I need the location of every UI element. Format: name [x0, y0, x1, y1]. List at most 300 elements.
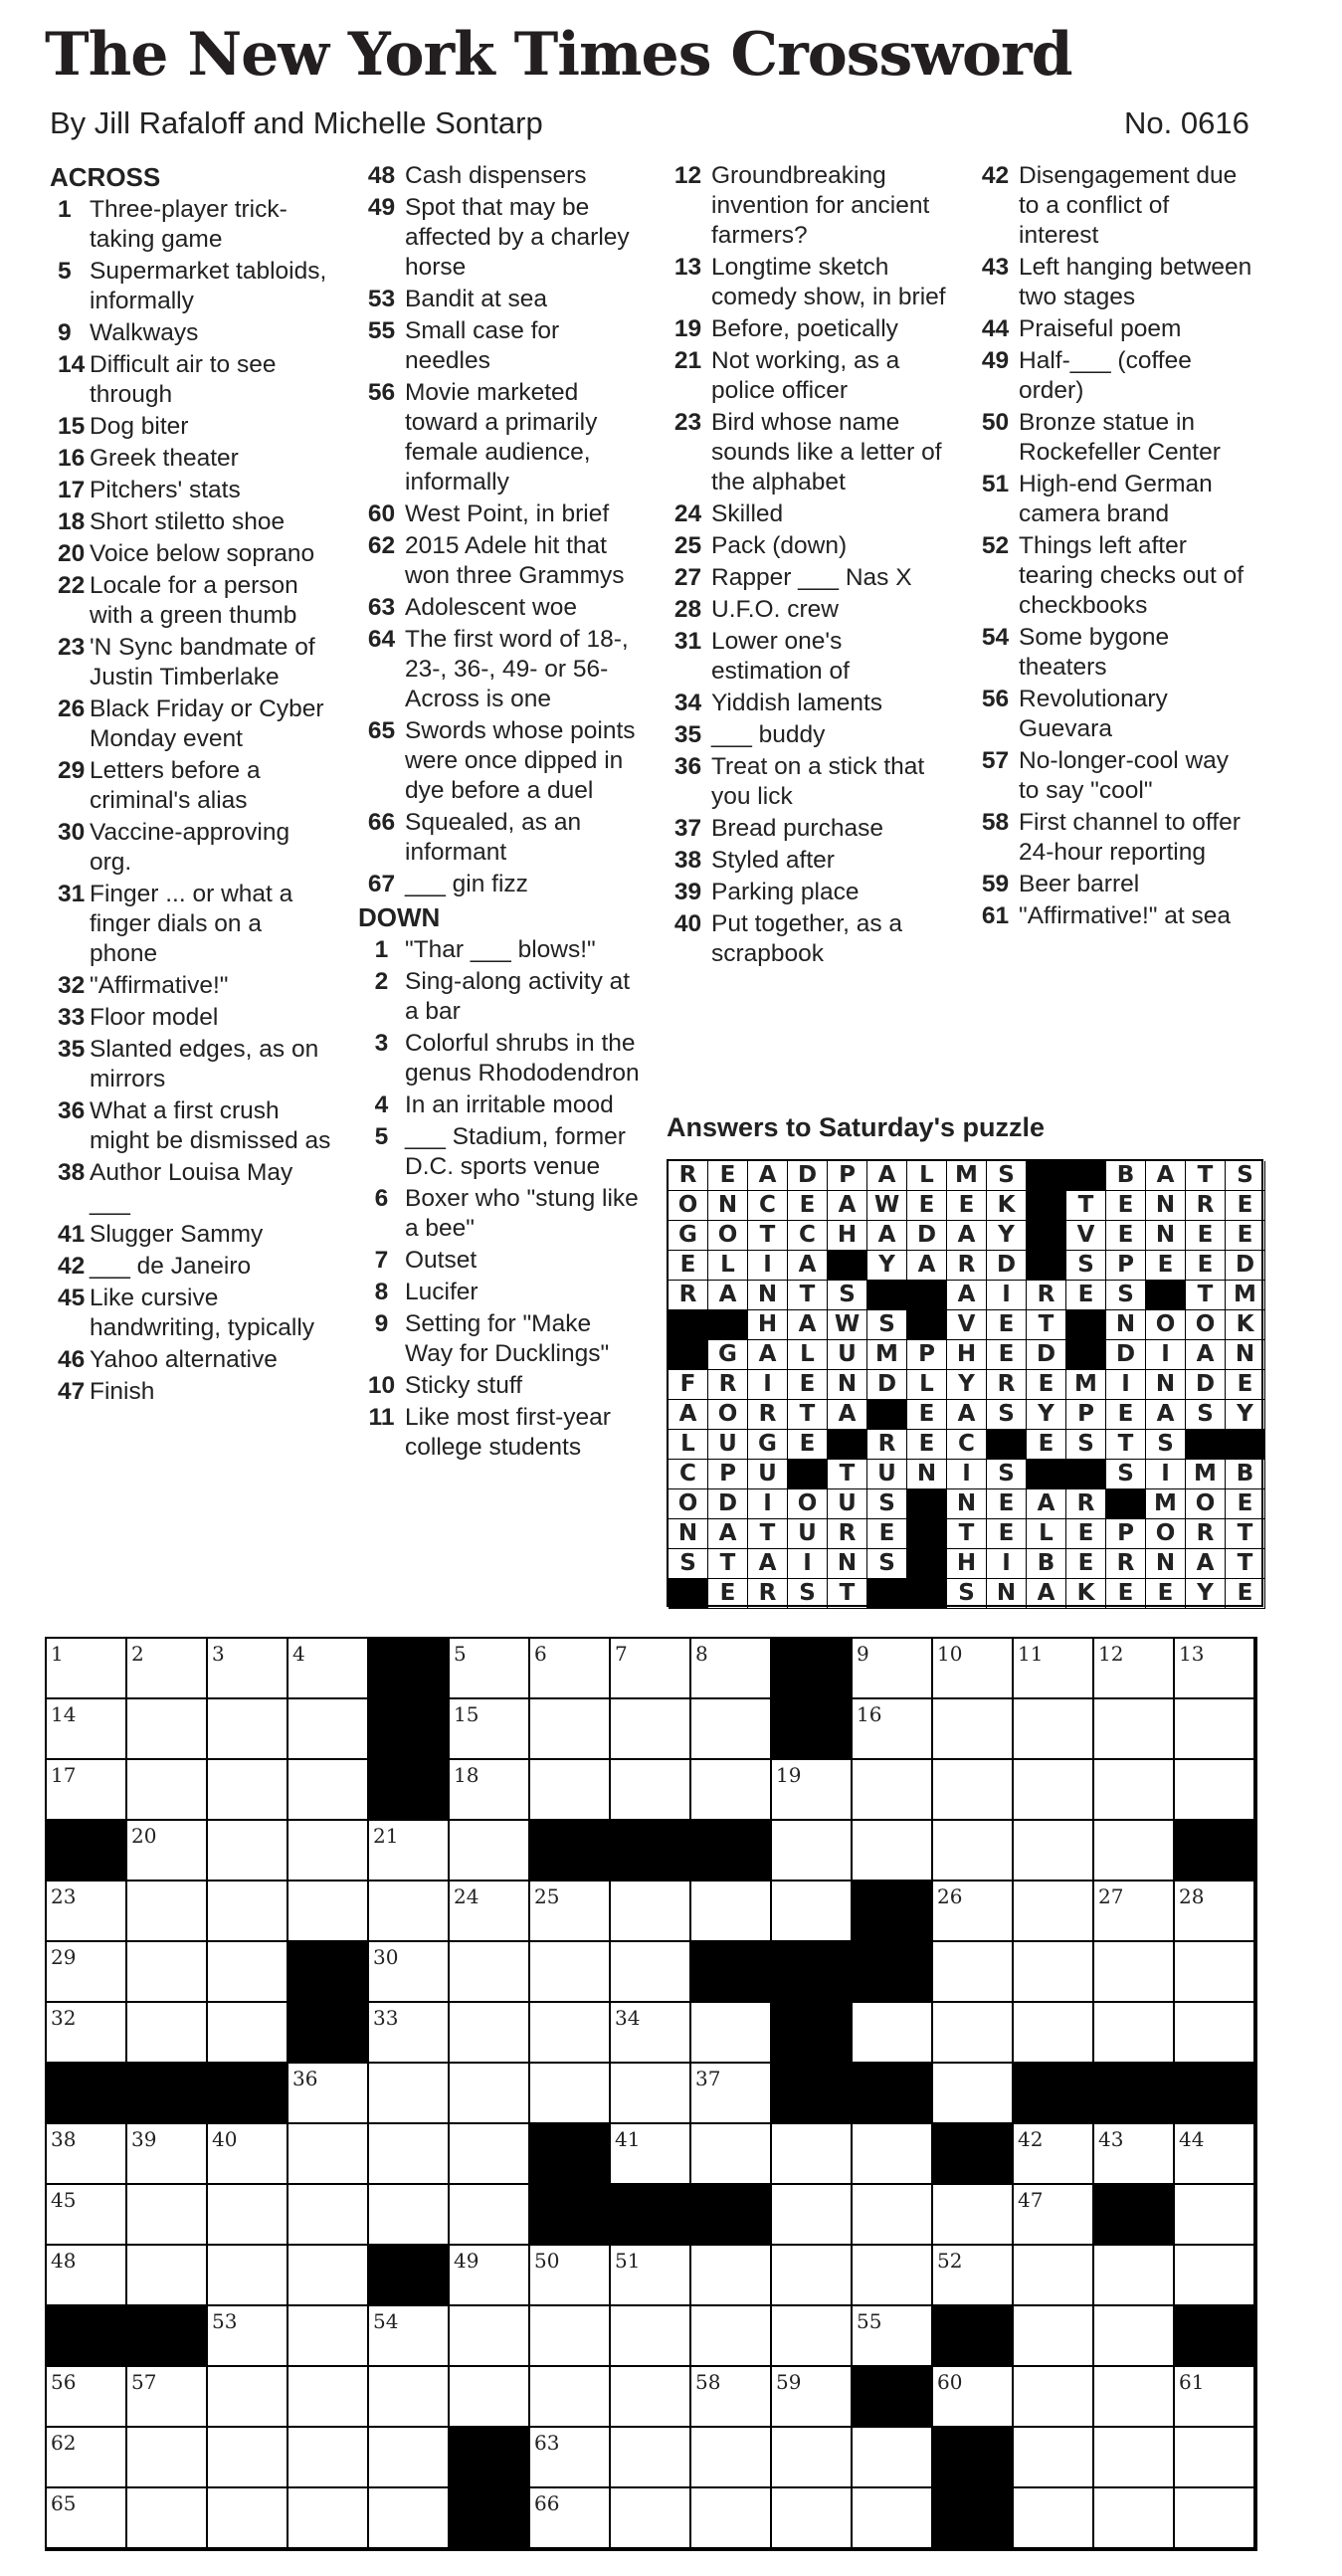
grid-cell[interactable] [933, 1821, 1014, 1882]
grid-cell[interactable] [1014, 1699, 1094, 1760]
grid-cell[interactable] [127, 1821, 208, 1882]
answer-letter: R [669, 1281, 708, 1310]
grid-cell[interactable] [530, 1882, 611, 1942]
grid-cell[interactable] [611, 1942, 691, 2003]
cell-number: 59 [776, 2370, 802, 2394]
grid-cell[interactable] [288, 2367, 369, 2428]
answer-letter: W [867, 1191, 907, 1221]
grid-cell[interactable] [691, 2124, 772, 2185]
grid-cell[interactable] [1094, 2367, 1175, 2428]
answer-letter: G [708, 1340, 748, 1370]
grid-cell[interactable] [47, 1699, 127, 1760]
grid-cell[interactable] [369, 2306, 450, 2367]
grid-cell[interactable] [1094, 1821, 1175, 1882]
grid-cell[interactable] [772, 1760, 853, 1821]
across-clue-66 [358, 808, 642, 868]
grid-cell[interactable] [47, 2124, 127, 2185]
grid-cell[interactable] [691, 1699, 772, 1760]
answer-letter: N [1146, 1549, 1186, 1579]
grid-cell[interactable] [288, 2185, 369, 2246]
grid-cell[interactable] [127, 1760, 208, 1821]
answers-title: Answers to Saturday's puzzle [667, 1112, 1046, 1142]
grid-cell[interactable] [288, 2488, 369, 2549]
cell-number: 60 [937, 2370, 963, 2394]
grid-cell[interactable] [127, 2246, 208, 2306]
grid-cell[interactable] [450, 1942, 530, 2003]
clue-text: Not working, as a police officer [711, 347, 900, 404]
grid-cell[interactable] [450, 2124, 530, 2185]
clue-text: Beer barrel [1019, 871, 1140, 897]
grid-cell[interactable] [691, 2306, 772, 2367]
down-clue-21 [665, 346, 948, 406]
grid-cell[interactable] [1175, 2488, 1255, 2549]
grid-cell[interactable] [691, 2246, 772, 2306]
grid-cell[interactable] [208, 1699, 288, 1760]
clue-text: Finish [90, 1378, 155, 1405]
grid-cell[interactable] [691, 1882, 772, 1942]
answer-letter: S [867, 1549, 907, 1579]
grid-cell[interactable] [1014, 2124, 1094, 2185]
answer-letter: Y [947, 1370, 987, 1400]
grid-cell[interactable] [369, 2488, 450, 2549]
cell-number: 51 [615, 2249, 641, 2273]
answer-letter: L [669, 1430, 708, 1460]
answer-letter: I [1146, 1340, 1186, 1370]
cell-number: 41 [615, 2127, 641, 2151]
answer-letter: D [867, 1370, 907, 1400]
answer-letter: S [828, 1281, 867, 1310]
grid-cell[interactable] [772, 2306, 853, 2367]
grid-cell[interactable] [1094, 2488, 1175, 2549]
answer-letter: H [748, 1310, 788, 1340]
grid-cell[interactable] [691, 2428, 772, 2488]
grid-cell[interactable] [1094, 1639, 1175, 1699]
grid-cell[interactable] [530, 1760, 611, 1821]
grid-cell[interactable] [127, 1639, 208, 1699]
clue-number: 42 [58, 1253, 86, 1280]
clue-text: The first word of 18-, 23-, 36-, 49- or 56-Across is one [405, 626, 629, 712]
grid-cell[interactable] [772, 2428, 853, 2488]
across-clue-1 [50, 195, 333, 255]
grid-cell[interactable] [208, 2003, 288, 2064]
grid-cell[interactable] [127, 2003, 208, 2064]
clue-number: 20 [58, 540, 86, 567]
grid-cell[interactable] [1094, 2246, 1175, 2306]
down-clue-43 [972, 253, 1255, 312]
answer-letter: A [1186, 1340, 1226, 1370]
answer-block [669, 1579, 708, 1609]
grid-cell[interactable] [208, 2367, 288, 2428]
grid-cell[interactable] [369, 1882, 450, 1942]
grid-cell[interactable] [1094, 2428, 1175, 2488]
answer-letter: I [947, 1460, 987, 1489]
grid-cell[interactable] [691, 2488, 772, 2549]
grid-cell[interactable] [288, 2064, 369, 2124]
grid-cell[interactable] [208, 2306, 288, 2367]
clue-text: Swords whose points were once dipped in dye before a duel [405, 717, 636, 804]
grid-cell[interactable] [288, 1821, 369, 1882]
answer-letter: F [669, 1370, 708, 1400]
answer-letter: R [828, 1519, 867, 1549]
answer-letter: E [1226, 1579, 1265, 1609]
grid-cell[interactable] [1094, 2003, 1175, 2064]
grid-cell[interactable] [369, 2003, 450, 2064]
grid-cell[interactable] [1014, 2428, 1094, 2488]
black-square [853, 1942, 933, 2003]
clue-text: What a first crush might be dismissed as [90, 1097, 331, 1154]
grid-cell[interactable] [47, 2367, 127, 2428]
down-clue-58 [972, 808, 1255, 868]
grid-cell[interactable] [47, 1882, 127, 1942]
grid-cell[interactable] [853, 2306, 933, 2367]
grid-cell[interactable] [1175, 2185, 1255, 2246]
grid-cell[interactable] [47, 1760, 127, 1821]
answer-letter: S [1106, 1281, 1146, 1310]
clue-text: Floor model [90, 1004, 219, 1031]
grid-cell[interactable] [772, 1821, 853, 1882]
grid-cell[interactable] [450, 2185, 530, 2246]
grid-cell[interactable] [127, 2488, 208, 2549]
grid-cell[interactable] [127, 1699, 208, 1760]
down-clue-51 [972, 470, 1255, 529]
grid-cell[interactable] [47, 1942, 127, 2003]
grid-cell[interactable] [369, 1821, 450, 1882]
cell-number: 28 [1179, 1884, 1205, 1908]
cell-number: 61 [1179, 2370, 1205, 2394]
clue-number: 26 [58, 695, 86, 722]
grid-cell[interactable] [772, 1882, 853, 1942]
grid-cell[interactable] [530, 2367, 611, 2428]
black-square [369, 2246, 450, 2306]
grid-cell[interactable] [1014, 2185, 1094, 2246]
across-clue-49 [358, 193, 642, 283]
down-clue-52 [972, 531, 1255, 621]
grid-cell[interactable] [127, 1942, 208, 2003]
grid-cell[interactable] [933, 1942, 1014, 2003]
across-clue-53 [358, 285, 642, 314]
grid-cell[interactable] [1014, 1942, 1094, 2003]
grid-cell[interactable] [530, 1699, 611, 1760]
grid-cell[interactable] [1175, 2124, 1255, 2185]
answer-letter: I [748, 1370, 788, 1400]
grid-cell[interactable] [530, 2428, 611, 2488]
clue-number: 59 [981, 871, 1010, 897]
grid-cell[interactable] [1094, 1882, 1175, 1942]
grid-cell[interactable] [47, 2246, 127, 2306]
grid-cell[interactable] [450, 1639, 530, 1699]
black-square [853, 1882, 933, 1942]
black-square [47, 1821, 127, 1882]
grid-cell[interactable] [127, 2124, 208, 2185]
clue-text: First channel to offer 24-hour reporting [1019, 809, 1241, 866]
grid-cell[interactable] [611, 2428, 691, 2488]
grid-cell[interactable] [611, 1760, 691, 1821]
grid-cell[interactable] [611, 2246, 691, 2306]
grid-cell[interactable] [1175, 1942, 1255, 2003]
grid-cell[interactable] [933, 2064, 1014, 2124]
answer-letter: P [907, 1340, 947, 1370]
grid-cell[interactable] [772, 2367, 853, 2428]
black-square [1094, 2064, 1175, 2124]
answer-block [867, 1579, 907, 1609]
clue-text: Skilled [711, 500, 784, 527]
grid-cell[interactable] [691, 2064, 772, 2124]
clue-number: 50 [981, 409, 1010, 436]
clue-number: 56 [367, 379, 396, 406]
down-clue-36 [665, 752, 948, 812]
grid-cell[interactable] [611, 2064, 691, 2124]
cell-number: 40 [212, 2127, 238, 2151]
answer-letter: R [708, 1370, 748, 1400]
grid-cell[interactable] [127, 2367, 208, 2428]
answer-letter: M [867, 1340, 907, 1370]
grid-cell[interactable] [772, 2185, 853, 2246]
grid-cell[interactable] [208, 2124, 288, 2185]
grid-cell[interactable] [450, 1699, 530, 1760]
answer-letter: E [947, 1191, 987, 1221]
grid-cell[interactable] [933, 1882, 1014, 1942]
grid-cell[interactable] [47, 2185, 127, 2246]
grid-cell[interactable] [1094, 1760, 1175, 1821]
grid-cell[interactable] [933, 1760, 1014, 1821]
answer-letter: O [1146, 1310, 1186, 1340]
grid-cell[interactable] [853, 2124, 933, 2185]
answer-letter: D [1106, 1340, 1146, 1370]
clue-number: 40 [673, 910, 702, 937]
across-clue-42 [50, 1252, 333, 1282]
grid-cell[interactable] [1014, 2367, 1094, 2428]
answer-letter: B [1027, 1549, 1066, 1579]
grid-cell[interactable] [853, 1639, 933, 1699]
grid-cell[interactable] [691, 1639, 772, 1699]
grid-cell[interactable] [1014, 2003, 1094, 2064]
clue-number: 38 [58, 1159, 86, 1186]
answer-block [907, 1549, 947, 1579]
grid-cell[interactable] [530, 2488, 611, 2549]
grid-cell[interactable] [772, 2488, 853, 2549]
grid-cell[interactable] [288, 2306, 369, 2367]
grid-cell[interactable] [208, 1882, 288, 1942]
answer-block [867, 1281, 907, 1310]
grid-cell[interactable] [208, 1942, 288, 2003]
clue-number: 39 [673, 879, 702, 905]
clue-text: Finger ... or what a finger dials on a phone [90, 881, 293, 967]
grid-cell[interactable] [369, 1942, 450, 2003]
grid-cell[interactable] [853, 1699, 933, 1760]
grid-cell[interactable] [1094, 2306, 1175, 2367]
grid-cell[interactable] [853, 2246, 933, 2306]
grid-cell[interactable] [1175, 2246, 1255, 2306]
grid-cell[interactable] [288, 1882, 369, 1942]
grid-cell[interactable] [1014, 1882, 1094, 1942]
black-square [530, 1821, 611, 1882]
clue-text: Locale for a person with a green thumb [90, 572, 298, 629]
grid-cell[interactable] [933, 2185, 1014, 2246]
grid-cell[interactable] [611, 2306, 691, 2367]
grid-cell[interactable] [1175, 2003, 1255, 2064]
grid-cell[interactable] [127, 2428, 208, 2488]
answer-letter: A [1027, 1489, 1066, 1519]
across-clue-60 [358, 499, 642, 529]
grid-cell[interactable] [853, 2428, 933, 2488]
grid-cell[interactable] [853, 2488, 933, 2549]
clue-number: 51 [981, 471, 1010, 497]
grid-cell[interactable] [450, 2003, 530, 2064]
black-square [47, 2306, 127, 2367]
grid-cell[interactable] [369, 2064, 450, 2124]
cell-number: 18 [454, 1763, 479, 1787]
grid-cell[interactable] [530, 1942, 611, 2003]
grid-cell[interactable] [1094, 1942, 1175, 2003]
grid-cell[interactable] [611, 1882, 691, 1942]
down-clue-25 [665, 531, 948, 561]
grid-cell[interactable] [369, 2124, 450, 2185]
grid-cell[interactable] [611, 1699, 691, 1760]
grid-cell[interactable] [1175, 2367, 1255, 2428]
grid-cell[interactable] [208, 1639, 288, 1699]
black-square [611, 2185, 691, 2246]
answer-letter: O [669, 1191, 708, 1221]
grid-cell[interactable] [369, 2428, 450, 2488]
grid-cell[interactable] [530, 2306, 611, 2367]
grid-cell[interactable] [1014, 2488, 1094, 2549]
grid-cell[interactable] [933, 2246, 1014, 2306]
grid-cell[interactable] [530, 2246, 611, 2306]
grid-cell[interactable] [208, 1821, 288, 1882]
grid-cell[interactable] [369, 2367, 450, 2428]
grid-cell[interactable] [530, 1639, 611, 1699]
grid-cell[interactable] [288, 2428, 369, 2488]
grid-cell[interactable] [691, 2003, 772, 2064]
grid-cell[interactable] [853, 1760, 933, 1821]
grid-cell[interactable] [208, 2246, 288, 2306]
grid-cell[interactable] [288, 1639, 369, 1699]
grid-cell[interactable] [127, 1882, 208, 1942]
grid-cell[interactable] [1175, 1760, 1255, 1821]
grid-cell[interactable] [288, 1760, 369, 1821]
cell-number: 34 [615, 2006, 641, 2030]
black-square [208, 2064, 288, 2124]
grid-cell[interactable] [47, 2488, 127, 2549]
grid-cell[interactable] [127, 2185, 208, 2246]
grid-cell[interactable] [450, 1760, 530, 1821]
answer-block [708, 1310, 748, 1340]
grid-cell[interactable] [208, 1760, 288, 1821]
answer-letter: Y [1186, 1579, 1226, 1609]
answer-letter: T [1027, 1310, 1066, 1340]
grid-cell[interactable] [933, 1639, 1014, 1699]
answer-letter: U [867, 1460, 907, 1489]
grid-cell[interactable] [450, 2246, 530, 2306]
grid-cell[interactable] [933, 2367, 1014, 2428]
answer-letter: E [987, 1340, 1027, 1370]
grid-cell[interactable] [853, 2003, 933, 2064]
answer-letter: N [1106, 1310, 1146, 1340]
down-clue-54 [972, 623, 1255, 683]
grid-cell[interactable] [611, 2003, 691, 2064]
grid-cell[interactable] [933, 1699, 1014, 1760]
grid-cell[interactable] [450, 1821, 530, 1882]
clue-number: 65 [367, 717, 396, 744]
cell-number: 32 [51, 2006, 77, 2030]
grid-cell[interactable] [691, 1760, 772, 1821]
down-clue-56 [972, 685, 1255, 744]
down-clue-4 [358, 1090, 642, 1120]
grid-cell[interactable] [1094, 2124, 1175, 2185]
grid-cell[interactable] [450, 2064, 530, 2124]
grid-cell[interactable] [1014, 1639, 1094, 1699]
grid-cell[interactable] [1175, 1882, 1255, 1942]
answer-letter: N [748, 1281, 788, 1310]
grid-cell[interactable] [47, 2003, 127, 2064]
grid-cell[interactable] [1175, 2428, 1255, 2488]
clue-number: 12 [673, 162, 702, 189]
crossword-grid [45, 1637, 1257, 2551]
cell-number: 15 [454, 1702, 479, 1726]
grid-cell[interactable] [1014, 1821, 1094, 1882]
clue-number: 32 [58, 972, 86, 999]
grid-cell[interactable] [853, 2185, 933, 2246]
grid-cell[interactable] [450, 2367, 530, 2428]
answer-block [907, 1519, 947, 1549]
grid-cell[interactable] [530, 2003, 611, 2064]
grid-cell[interactable] [530, 2064, 611, 2124]
down-clue-34 [665, 689, 948, 718]
across-clue-48 [358, 161, 642, 191]
clue-text: Half-___ (coffee order) [1019, 347, 1192, 404]
answer-block [1027, 1191, 1066, 1221]
grid-cell[interactable] [47, 2428, 127, 2488]
grid-cell[interactable] [288, 2246, 369, 2306]
grid-cell[interactable] [1014, 2246, 1094, 2306]
answer-letter: E [1186, 1221, 1226, 1251]
clue-text: Cash dispensers [405, 162, 587, 189]
grid-cell[interactable] [450, 1882, 530, 1942]
answer-letter: D [987, 1251, 1027, 1281]
grid-cell[interactable] [611, 2488, 691, 2549]
cell-number: 39 [131, 2127, 157, 2151]
down-clue-19 [665, 314, 948, 344]
grid-cell[interactable] [450, 2306, 530, 2367]
grid-cell[interactable] [1014, 1760, 1094, 1821]
grid-cell[interactable] [611, 2367, 691, 2428]
grid-cell[interactable] [933, 2003, 1014, 2064]
grid-cell[interactable] [288, 1699, 369, 1760]
clue-text: Sing-along activity at a bar [405, 968, 631, 1025]
grid-cell[interactable] [288, 2124, 369, 2185]
grid-cell[interactable] [1175, 1639, 1255, 1699]
grid-cell[interactable] [369, 2185, 450, 2246]
grid-cell[interactable] [1094, 1699, 1175, 1760]
grid-cell[interactable] [772, 2246, 853, 2306]
grid-cell[interactable] [208, 2488, 288, 2549]
grid-cell[interactable] [691, 2367, 772, 2428]
clue-number: 29 [58, 757, 86, 784]
grid-cell[interactable] [611, 2124, 691, 2185]
grid-cell[interactable] [772, 2124, 853, 2185]
grid-cell[interactable] [208, 2428, 288, 2488]
grid-cell[interactable] [208, 2185, 288, 2246]
down-clue-9 [358, 1309, 642, 1369]
grid-cell[interactable] [611, 1639, 691, 1699]
down-clue-44 [972, 314, 1255, 344]
answer-letter: T [1226, 1549, 1265, 1579]
grid-cell[interactable] [47, 1639, 127, 1699]
grid-cell[interactable] [853, 1821, 933, 1882]
clue-text: Author Louisa May ___ [90, 1159, 293, 1216]
grid-cell[interactable] [1175, 1699, 1255, 1760]
grid-cell[interactable] [1014, 2306, 1094, 2367]
